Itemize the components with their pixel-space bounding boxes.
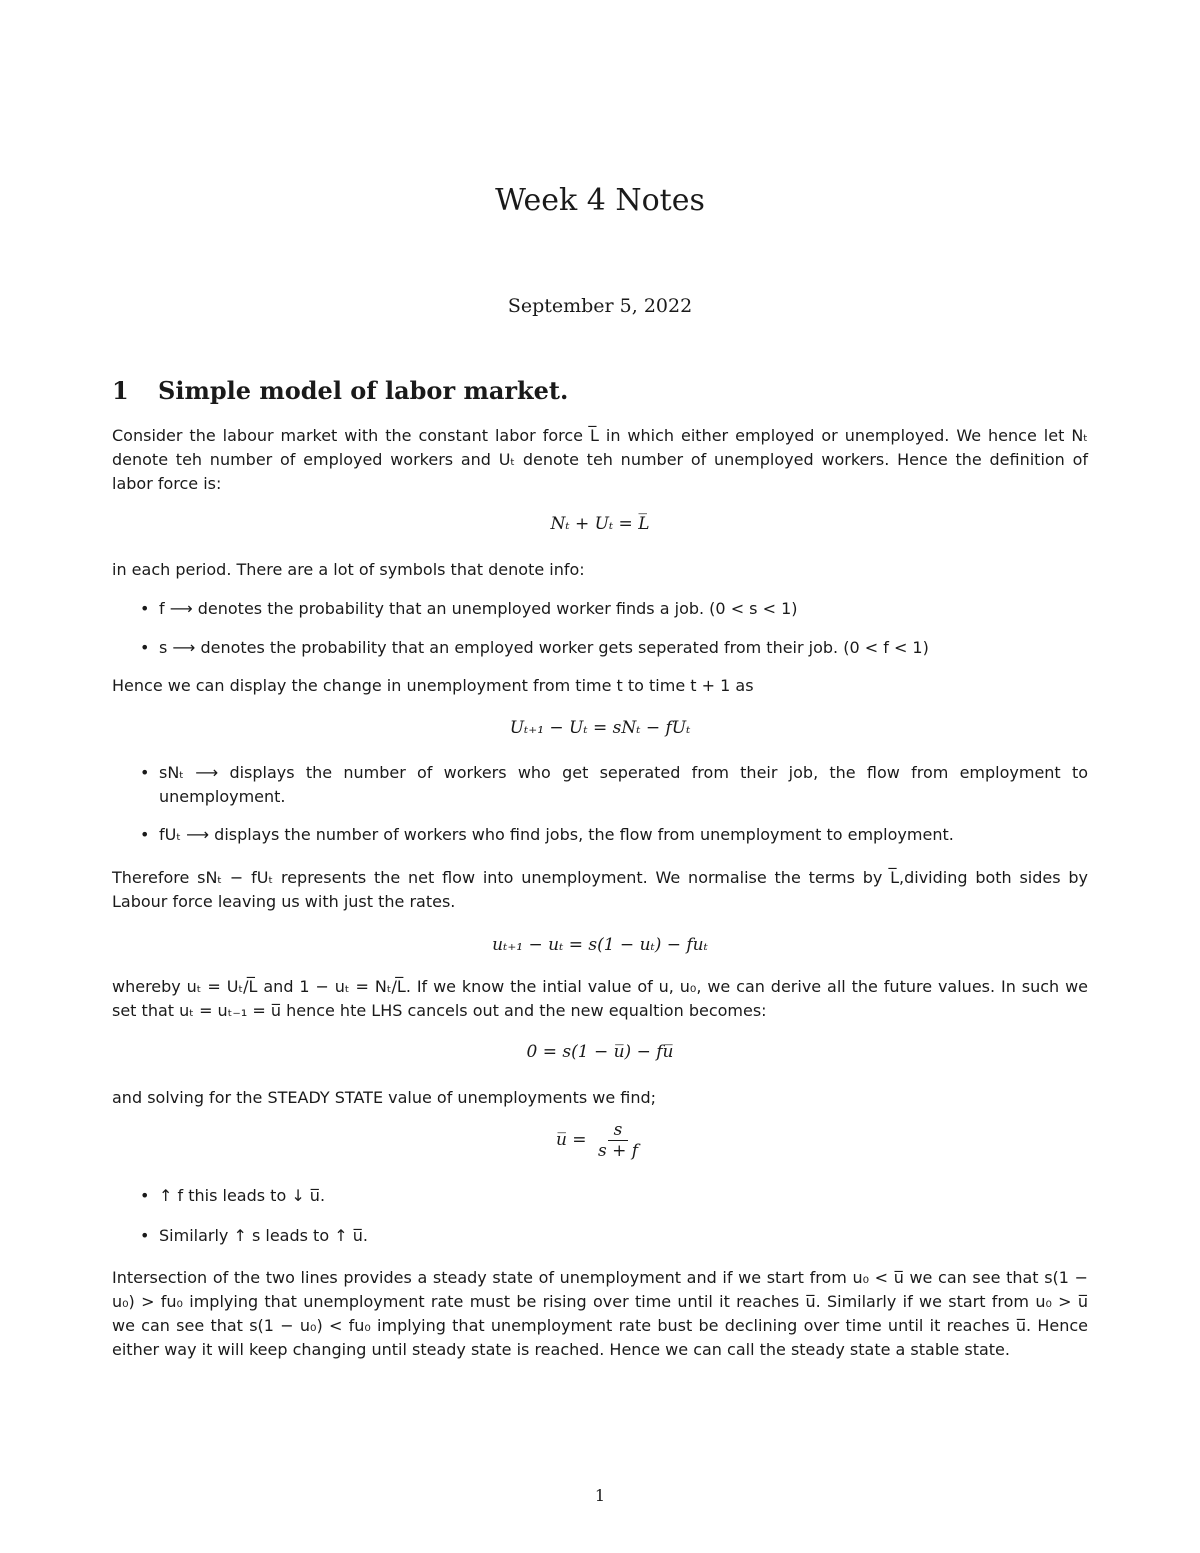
- equation-lhs: u̅ =: [555, 1130, 587, 1150]
- paragraph-change: Hence we can display the change in unemployment from time t to time t + 1 as: [112, 676, 754, 695]
- equation-steady-condition: 0 = s(1 − u̅) − fu̅: [526, 1042, 674, 1062]
- bullet-item-sN: [140, 761, 1088, 809]
- paragraph-stability: Intersection of the two lines provides a steady state of unemployment and if we start from u₀ < u̅ we can see that s(1 − u₀) > fu₀ implying that unemployment rate must be rising over time until it reaches u̅. Similarly if we start from u₀ > u̅ we can see that s(1 − u₀) < fu₀ implying that unemployment rate bust be declining over time until it reaches u̅. Hence either way it will keep changing until steady state is reached. Hence we can call the steady state a stable state.: [112, 1268, 1088, 1359]
- bullet-dot: •: [140, 1226, 150, 1245]
- section-heading: [112, 376, 568, 405]
- page-number: 1: [594, 1486, 606, 1505]
- equation-steady-state: [0, 1120, 1200, 1161]
- bullet-item-fU: [140, 823, 1088, 847]
- bullet-item-f: [140, 597, 1088, 621]
- bullet-text: sNₜ ⟶ displays the number of workers who get seperated from their job, the flow from employment to unemployment.: [159, 763, 1088, 806]
- bullet-text: f ⟶ denotes the probability that an unemployed worker finds a job. (0 < s < 1): [159, 599, 798, 618]
- paragraph-symbols: in each period. There are a lot of symbols that denote info:: [112, 560, 585, 579]
- document-title: Week 4 Notes: [495, 183, 705, 218]
- bullet-text: Similarly ↑ s leads to ↑ u̅.: [159, 1226, 368, 1245]
- document-date: September 5, 2022: [507, 295, 693, 317]
- equation-rates: uₜ₊₁ − uₜ = s(1 − uₜ) − fuₜ: [492, 935, 708, 955]
- fraction: [592, 1120, 644, 1161]
- bullet-text: ↑ f this leads to ↓ u̅.: [159, 1186, 326, 1205]
- bullet-item-s-effect: [140, 1224, 1088, 1248]
- bullet-dot: •: [140, 1186, 150, 1205]
- bullet-dot: •: [140, 638, 150, 657]
- paragraph-net-flow: Therefore sNₜ − fUₜ represents the net flow into unemployment. We normalise the terms by L̅,dividing both sides by Labour force leaving us with just the rates.: [112, 868, 1088, 911]
- fraction-denominator: s + f: [597, 1141, 639, 1161]
- section-number: 1: [112, 376, 129, 405]
- fraction-numerator: s: [608, 1120, 629, 1141]
- bullet-dot: •: [140, 825, 150, 844]
- section-title: Simple model of labor market.: [158, 376, 569, 405]
- paragraph-steady-state: and solving for the STEADY STATE value of unemployments we find;: [112, 1088, 657, 1107]
- bullet-dot: •: [140, 763, 150, 782]
- paragraph-intro: Consider the labour market with the constant labor force L̅ in which either employed or unemployed. We hence let Nₜ denote teh number of employed workers and Uₜ denote teh number of unemployed workers. Hence the definition of labor force is:: [112, 426, 1088, 493]
- bullet-item-f-effect: [140, 1184, 1088, 1208]
- bullet-item-s: [140, 636, 1088, 660]
- equation-unemployment-change: Uₜ₊₁ − Uₜ = sNₜ − fUₜ: [509, 718, 691, 738]
- equation-labor-force: Nₜ + Uₜ = L̅: [550, 514, 650, 534]
- bullet-text: fUₜ ⟶ displays the number of workers who find jobs, the flow from unemployment to employment.: [159, 825, 954, 844]
- paragraph-whereby: whereby uₜ = Uₜ/L̅ and 1 − uₜ = Nₜ/L̅. If we know the intial value of u, u₀, we can derive all the future values. In such we set that uₜ = uₜ₋₁ = u̅ hence hte LHS cancels out and the new equaltion becomes:: [112, 977, 1088, 1020]
- bullet-text: s ⟶ denotes the probability that an employed worker gets seperated from their job. (0 < f < 1): [159, 638, 929, 657]
- bullet-dot: •: [140, 599, 150, 618]
